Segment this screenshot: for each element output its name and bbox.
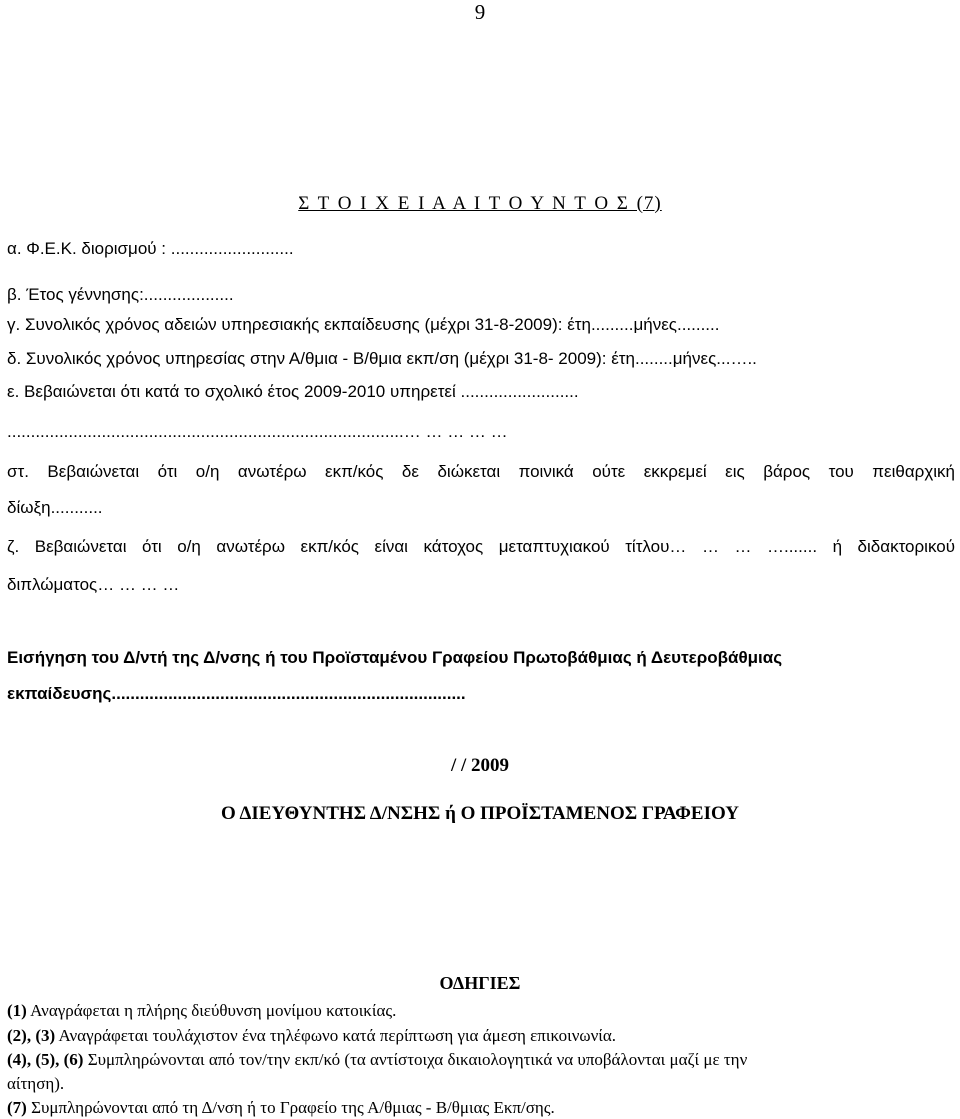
instructions-heading: ΟΔΗΓΙΕΣ (439, 973, 521, 993)
instruction-note-4 (7, 1097, 555, 1119)
note-ref: (2), (3) (7, 1026, 56, 1045)
note-text: Συμπληρώνονται από τη Δ/νση ή το Γραφείο της Α/θμιας - Β/θμιας Εκπ/σης. (26, 1098, 555, 1117)
note-text: Συμπληρώνονται από τον/την εκπ/κό (τα αντίστοιχα δικαιολογητικά να υποβάλονται μαζί με την (83, 1050, 748, 1069)
note-ref: (4), (5), (6) (7, 1050, 84, 1069)
page-number: 9 (474, 0, 486, 24)
field-d: δ. Συνολικός χρόνος υπηρεσίας στην Α/θμια - Β/θμια εκπ/ση (μέχρι 31-8- 2009): έτη........μήνες...….. (7, 349, 757, 368)
field-st-line1: στ. Βεβαιώνεται ότι ο/η ανωτέρω εκπ/κός δε διώκεται ποινικά ούτε εκκρεμεί εις βάρος του πειθαρχική (7, 462, 955, 481)
note-text: Αναγράφεται τουλάχιστον ένα τηλέφωνο κατά περίπτωση για άμεση επικοινωνία. (55, 1026, 617, 1045)
note-ref: (7) (7, 1098, 27, 1117)
field-e: ε. Βεβαιώνεται ότι κατά το σχολικό έτος 2009-2010 υπηρετεί ......................... (7, 382, 579, 401)
signatory-title: Ο ΔΙΕΥΘΥΝΤΗΣ Δ/ΝΣΗΣ ή Ο ΠΡΟΪΣΤΑΜΕΝΟΣ ΓΡΑΦΕΙΟΥ (220, 803, 740, 824)
field-st-line2: δίωξη........... (7, 498, 103, 517)
date-line: / / 2009 (450, 755, 510, 776)
recommendation-line1: Εισήγηση του Δ/ντή της Δ/νσης ή του Προϊσταμένου Γραφείου Πρωτοβάθμιας ή Δευτεροβάθμιας (7, 648, 783, 667)
field-z-line1: ζ. Βεβαιώνεται ότι ο/η ανωτέρω εκπ/κός είναι κάτοχος μεταπτυχιακού τίτλου… … … …....... ή διδακτορικού (7, 537, 955, 556)
field-b: β. Έτος γέννησης:................... (7, 285, 234, 304)
note-ref: (1) (7, 1001, 27, 1020)
section-heading: Σ Τ Ο Ι Χ Ε Ι Α Α Ι Τ Ο Υ Ν Τ Ο Σ (7) (298, 193, 662, 214)
instruction-note-3-continuation: αίτηση). (7, 1074, 65, 1093)
field-e-continuation: ....................................................................................… … … … … (7, 422, 508, 441)
instruction-note-3 (7, 1049, 747, 1071)
note-text: Αναγράφεται η πλήρης διεύθυνση μονίμου κατοικίας. (26, 1001, 397, 1020)
instruction-note-2 (7, 1025, 616, 1047)
instruction-note-1 (7, 1000, 396, 1022)
field-z-line2: διπλώματος… … … … (7, 575, 180, 594)
field-a: α. Φ.Ε.Κ. διορισμού : .......................... (7, 239, 294, 258)
field-c: γ. Συνολικός χρόνος αδειών υπηρεσιακής εκπαίδευσης (μέχρι 31-8-2009): έτη.........μήνες......... (7, 315, 720, 334)
recommendation-line2: εκπαίδευσης........................................................................... (7, 684, 466, 703)
